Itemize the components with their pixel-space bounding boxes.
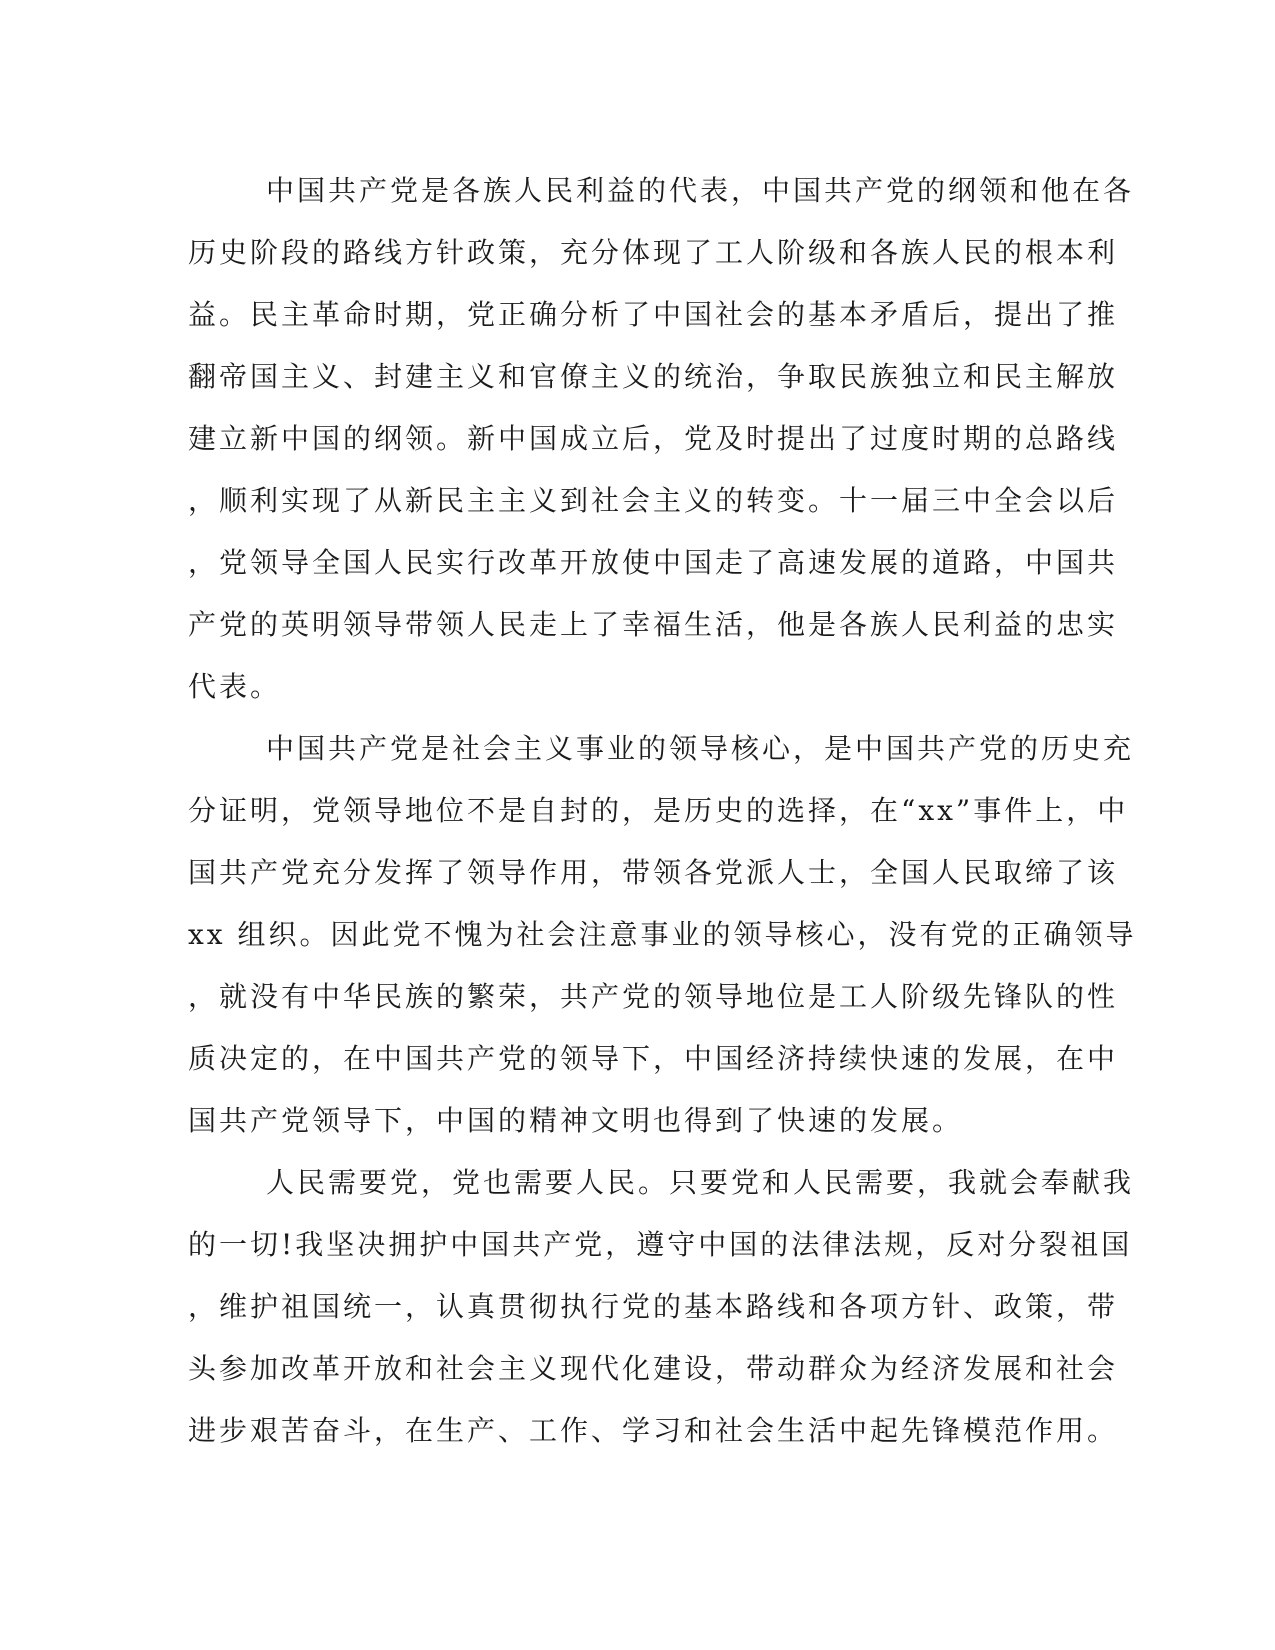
paragraph-line: ，党领导全国人民实行改革开放使中国走了高速发展的道路，中国共	[188, 546, 1119, 579]
paragraph-line: ，就没有中华民族的繁荣，共产党的领导地位是工人阶级先锋队的性	[188, 980, 1119, 1013]
paragraph-line: 头参加改革开放和社会主义现代化建设，带动群众为经济发展和社会	[188, 1352, 1119, 1385]
paragraph-line: 翻帝国主义、封建主义和官僚主义的统治，争取民族独立和民主解放	[188, 360, 1119, 393]
paragraph-line: ，顺利实现了从新民主主义到社会主义的转变。十一届三中全会以后	[188, 484, 1119, 517]
paragraph-line: 代表。	[188, 670, 282, 703]
paragraph-line: 益。民主革命时期，党正确分析了中国社会的基本矛盾后，提出了推	[188, 298, 1119, 331]
paragraph-line: 历史阶段的路线方针政策，充分体现了工人阶级和各族人民的根本利	[188, 236, 1119, 269]
paragraph-line: 中国共产党是各族人民利益的代表，中国共产党的纲领和他在各	[266, 174, 1135, 207]
paragraph-line: 人民需要党，党也需要人民。只要党和人民需要，我就会奉献我	[266, 1166, 1135, 1199]
paragraph-line: 质决定的，在中国共产党的领导下，中国经济持续快速的发展，在中	[188, 1042, 1119, 1075]
paragraph-line: 分证明，党领导地位不是自封的，是历史的选择，在“xx”事件上，中	[188, 794, 1129, 827]
paragraph-2	[188, 718, 1137, 1152]
paragraph-line: 国共产党充分发挥了领导作用，带领各党派人士，全国人民取缔了该	[188, 856, 1119, 889]
paragraph-line: 建立新中国的纲领。新中国成立后，党及时提出了过度时期的总路线	[188, 422, 1119, 455]
paragraph-line: 中国共产党是社会主义事业的领导核心，是中国共产党的历史充	[266, 732, 1135, 765]
paragraph-line: 产党的英明领导带领人民走上了幸福生活，他是各族人民利益的忠实	[188, 608, 1119, 641]
document-body	[188, 160, 1137, 1462]
paragraph-1	[188, 160, 1135, 718]
paragraph-line: ，维护祖国统一，认真贯彻执行党的基本路线和各项方针、政策，带	[188, 1290, 1119, 1323]
paragraph-line: 的一切!我坚决拥护中国共产党，遵守中国的法律法规，反对分裂祖国	[188, 1228, 1133, 1261]
paragraph-3	[188, 1152, 1135, 1462]
paragraph-line: 国共产党领导下，中国的精神文明也得到了快速的发展。	[188, 1104, 964, 1137]
paragraph-line: xx 组织。因此党不愧为社会注意事业的领导核心，没有党的正确领导	[188, 918, 1137, 951]
paragraph-line: 进步艰苦奋斗，在生产、工作、学习和社会生活中起先锋模范作用。	[188, 1414, 1119, 1447]
